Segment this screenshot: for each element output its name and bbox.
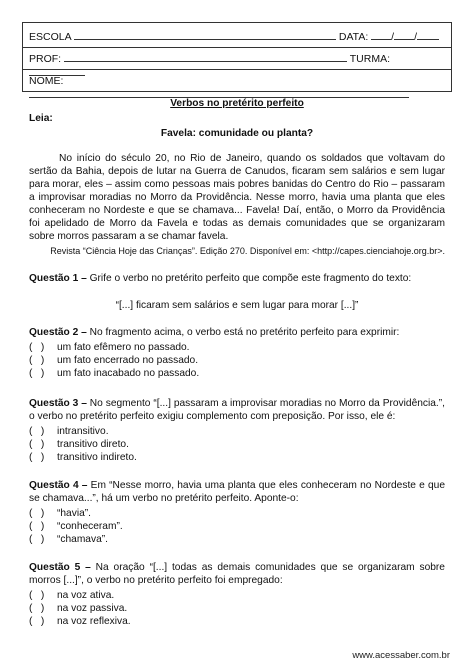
question-1 [29,272,449,285]
option-item[interactable] [29,533,123,546]
option-label: na voz passiva. [57,603,128,614]
date-sep-1: / [391,31,395,43]
option-label: “conheceram”. [57,521,123,532]
source-citation: Revista “Ciência Hoje das Crianças”. Edição 270. Disponível em: <http://capes.cienciahoje.org.br>. [50,246,445,256]
option-checkbox[interactable]: ( ) [29,452,45,463]
nome-label: NOME: [29,75,64,87]
option-item[interactable] [29,520,123,533]
question-5-options [29,589,131,628]
option-item[interactable] [29,425,137,438]
option-label: na voz reflexiva. [57,616,131,627]
date-sep-2: / [414,31,418,43]
option-checkbox[interactable]: ( ) [29,616,45,627]
option-item[interactable] [29,507,123,520]
question-4-options [29,507,123,546]
date-day-field[interactable] [371,30,391,40]
option-item[interactable] [29,589,131,602]
option-label: “chamava”. [57,534,108,545]
option-checkbox[interactable]: ( ) [29,439,45,450]
question-2-options [29,341,199,380]
question-4-text: Em “Nesse morro, havia uma planta que eles conheceram no Nordeste e que se chamava...”, há um verbo no pretérito perfeito. Aponte-o: [29,480,445,504]
page-title: Verbos no pretérito perfeito [170,98,304,109]
question-3-label: Questão 3 – [29,398,87,409]
turma-label: TURMA: [349,53,390,65]
option-item[interactable] [29,602,131,615]
escola-label: ESCOLA [29,31,72,43]
question-4 [29,479,445,505]
option-checkbox[interactable]: ( ) [29,534,45,545]
question-2 [29,326,449,339]
option-item[interactable] [29,367,199,380]
option-checkbox[interactable]: ( ) [29,368,45,379]
leia-label: Leia: [29,113,53,124]
question-4-label: Questão 4 – [29,480,88,491]
date-month-field[interactable] [394,30,414,40]
question-3-options [29,425,137,464]
question-5-text: Na oração “[...] todas as demais comunidades que se organizaram sobre morros [...]”, o verbo no pretérito perfeito foi empregado: [29,562,445,586]
data-label: DATA: [338,31,369,43]
question-3 [29,397,445,423]
option-checkbox[interactable]: ( ) [29,426,45,437]
option-label: “havia”. [57,508,91,519]
question-1-quote[interactable]: “[...] ficaram sem salários e sem lugar para morar [...]” [115,300,359,311]
option-checkbox[interactable]: ( ) [29,590,45,601]
option-checkbox[interactable]: ( ) [29,521,45,532]
option-item[interactable] [29,451,137,464]
header-divider-2 [23,69,451,70]
option-item[interactable] [29,354,199,367]
option-label: um fato efêmero no passado. [57,342,190,353]
prof-field[interactable] [64,52,347,62]
date-year-field[interactable] [417,30,439,40]
text-title: Favela: comunidade ou planta? [160,128,314,139]
question-2-label: Questão 2 – [29,327,87,338]
header-divider-1 [23,47,451,48]
option-checkbox[interactable]: ( ) [29,603,45,614]
option-item[interactable] [29,341,199,354]
escola-field[interactable] [74,30,336,40]
option-checkbox[interactable]: ( ) [29,508,45,519]
option-item[interactable] [29,615,131,628]
option-label: na voz ativa. [57,590,115,601]
question-5-label: Questão 5 – [29,562,91,573]
question-1-text: Grife o verbo no pretérito perfeito que compõe este fragmento do texto: [86,273,412,284]
question-2-text: No fragmento acima, o verbo está no pretérito perfeito para exprimir: [86,327,400,338]
option-label: intransitivo. [57,426,109,437]
option-label: transitivo direto. [57,439,129,450]
header-box [22,22,452,92]
question-5 [29,561,445,587]
option-item[interactable] [29,438,137,451]
option-checkbox[interactable]: ( ) [29,342,45,353]
question-3-text: No segmento “[...] passaram a improvisar moradias no Morro da Providência.”, o verbo no pretérito perfeito exigiu complemento com preposição. Por isso, ele é: [29,398,445,422]
prof-label: PROF: [29,53,62,65]
text-paragraph: No início do século 20, no Rio de Janeiro, quando os soldados que voltavam do sertão da Bahia, depois de lutar na Guerra de Canudos, ficaram sem salários e sem lugar para morar, eles – assim como pessoas mais pobres banidas do Centro do Rio – passaram a improvisar moradias no Morro da Providência. Nesse morro, havia uma planta que eles conheceram no Nordeste e que se chamava... Favela! Daí, então, o Morro da Providência foi apelidado de Morro da Favela e todas as demais comunidades que se organizaram sobre morros passaram a se chamar favela. [29,153,445,242]
escola-row [29,30,445,44]
option-label: um fato encerrado no passado. [57,355,199,366]
question-1-label: Questão 1 – [29,273,87,284]
option-label: transitivo indireto. [57,452,137,463]
option-checkbox[interactable]: ( ) [29,355,45,366]
option-label: um fato inacabado no passado. [57,368,200,379]
footer-url[interactable]: www.acessaber.com.br [352,650,450,661]
